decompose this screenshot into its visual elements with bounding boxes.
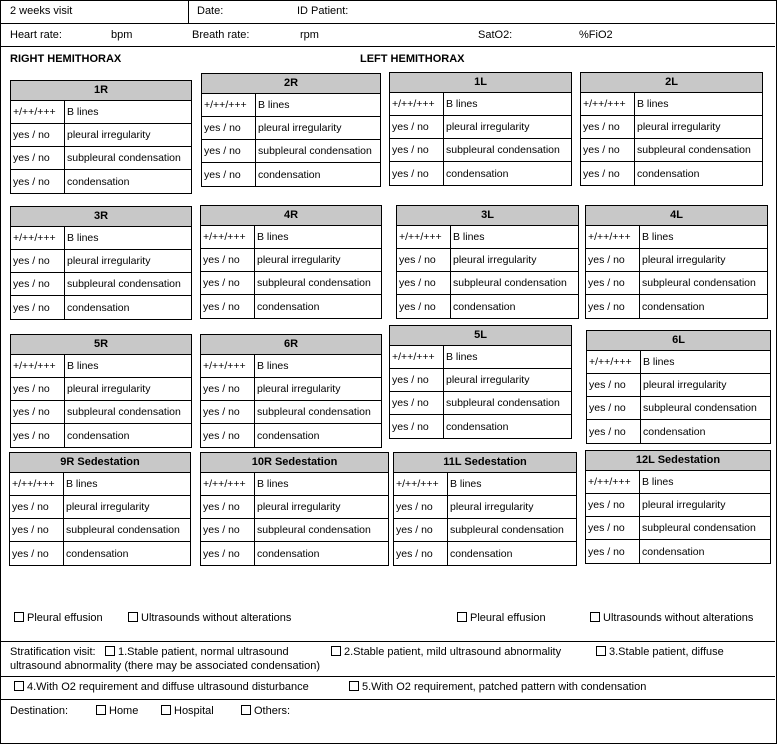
finding-label: B lines xyxy=(446,351,478,363)
zone-table xyxy=(10,80,192,194)
finding-label: subpleural condensation xyxy=(637,144,751,156)
answer-cell[interactable]: yes / no xyxy=(11,424,65,447)
zone-title: 2R xyxy=(202,74,380,94)
answer-cell[interactable]: yes / no xyxy=(11,250,65,272)
zone-title: 6R xyxy=(201,335,381,355)
answer-cell[interactable]: +/++/+++ xyxy=(586,471,640,493)
finding-label: subpleural condensation xyxy=(642,522,756,534)
answer-cell[interactable]: yes / no xyxy=(397,272,451,294)
finding-label: pleural irregularity xyxy=(643,379,727,391)
pleural-irregularity-row xyxy=(581,116,762,139)
checkbox-icon[interactable] xyxy=(590,612,600,622)
subpleural-condensation-row xyxy=(11,273,191,296)
answer-cell[interactable]: +/++/+++ xyxy=(201,226,255,248)
subpleural-condensation-row xyxy=(201,519,388,542)
subpleural-condensation-row xyxy=(11,401,191,424)
answer-cell[interactable]: +/++/+++ xyxy=(11,101,65,123)
finding-label: subpleural condensation xyxy=(67,406,181,418)
checkbox-icon[interactable] xyxy=(14,681,24,691)
option-label: Pleural effusion xyxy=(470,612,546,624)
answer-cell[interactable]: yes / no xyxy=(586,494,640,516)
answer-cell[interactable]: yes / no xyxy=(394,542,448,565)
blines-row xyxy=(581,93,762,116)
destination-others-option[interactable] xyxy=(241,704,290,718)
answer-cell[interactable]: yes / no xyxy=(11,170,65,193)
answer-cell[interactable]: yes / no xyxy=(11,401,65,423)
answer-cell[interactable]: +/++/+++ xyxy=(11,355,65,377)
finding-label: subpleural condensation xyxy=(446,397,560,409)
zone-title: 4R xyxy=(201,206,381,226)
answer-cell[interactable]: yes / no xyxy=(202,117,256,139)
patient-id-field[interactable]: ID Patient: xyxy=(297,5,349,17)
checkbox-icon[interactable] xyxy=(96,705,106,715)
finding-label: subpleural condensation xyxy=(257,524,371,536)
finding-label: condensation xyxy=(450,547,513,560)
zone-title: 3R xyxy=(11,207,191,227)
answer-cell[interactable]: yes / no xyxy=(586,517,640,539)
pleural-irregularity-row xyxy=(390,369,571,392)
finding-label: B lines xyxy=(637,98,669,110)
zone-title: 1R xyxy=(11,81,191,101)
zone-title: 11L Sedestation xyxy=(394,453,576,473)
finding-label: condensation xyxy=(258,168,321,181)
pleural-irregularity-row xyxy=(390,116,571,139)
zone-title: 10R Sedestation xyxy=(201,453,388,473)
pleural-irregularity-row xyxy=(11,250,191,273)
fio2-field[interactable]: %FiO2 xyxy=(579,29,613,41)
blines-row xyxy=(586,226,767,249)
zone-title: 12L Sedestation xyxy=(586,451,770,471)
subpleural-condensation-row xyxy=(201,272,381,295)
zone-table xyxy=(586,330,771,444)
pleural-irregularity-row xyxy=(11,378,191,401)
subpleural-condensation-row xyxy=(397,272,578,295)
breath-rate-unit: rpm xyxy=(300,29,319,41)
finding-label: condensation xyxy=(637,167,700,180)
answer-cell[interactable]: yes / no xyxy=(586,540,640,563)
pleural-irregularity-row xyxy=(201,496,388,519)
finding-label: B lines xyxy=(67,106,99,118)
zone-table xyxy=(10,206,192,320)
option-label: Hospital xyxy=(174,705,214,717)
zone-table xyxy=(585,205,768,319)
answer-cell[interactable]: yes / no xyxy=(581,162,635,185)
zone-title: 5L xyxy=(390,326,571,346)
answer-cell[interactable]: +/++/+++ xyxy=(201,473,255,495)
condensation-row xyxy=(390,415,571,438)
answer-cell[interactable]: yes / no xyxy=(201,249,255,271)
pleural-irregularity-row xyxy=(202,117,380,140)
divider xyxy=(0,641,775,642)
zone-table xyxy=(201,73,381,187)
answer-cell[interactable]: +/++/+++ xyxy=(587,351,641,373)
answer-cell[interactable]: yes / no xyxy=(201,519,255,541)
blines-row xyxy=(390,93,571,116)
heart-rate-unit: bpm xyxy=(111,29,133,41)
stratification-option-4[interactable] xyxy=(14,680,309,694)
zone-title: 3L xyxy=(397,206,578,226)
finding-label: pleural irregularity xyxy=(446,121,530,133)
pleural-irregularity-row xyxy=(587,374,770,397)
checkbox-icon[interactable] xyxy=(457,612,467,622)
finding-label: condensation xyxy=(446,420,509,433)
pleural-irregularity-row xyxy=(394,496,576,519)
zone-table xyxy=(200,205,382,319)
blines-row xyxy=(11,227,191,250)
checkbox-icon[interactable] xyxy=(128,612,138,622)
answer-cell[interactable]: yes / no xyxy=(586,249,640,271)
answer-cell[interactable]: +/++/+++ xyxy=(390,346,444,368)
condensation-row xyxy=(394,542,576,565)
answer-cell[interactable]: yes / no xyxy=(397,249,451,271)
finding-label: condensation xyxy=(257,547,320,560)
zone-title: 2L xyxy=(581,73,762,93)
pleural-irregularity-row xyxy=(201,378,381,401)
pleural-irregularity-row xyxy=(586,249,767,272)
answer-cell[interactable]: +/++/+++ xyxy=(10,473,64,495)
blines-row xyxy=(202,94,380,117)
finding-label: pleural irregularity xyxy=(67,129,151,141)
subpleural-condensation-row xyxy=(201,401,381,424)
finding-label: pleural irregularity xyxy=(66,501,150,513)
finding-label: subpleural condensation xyxy=(258,145,372,157)
answer-cell[interactable]: yes / no xyxy=(201,496,255,518)
blines-row xyxy=(11,355,191,378)
subpleural-condensation-row xyxy=(10,519,190,542)
finding-label: subpleural condensation xyxy=(257,277,371,289)
right-pleural-effusion-option[interactable] xyxy=(14,611,103,625)
finding-label: condensation xyxy=(257,429,320,442)
answer-cell[interactable]: yes / no xyxy=(11,124,65,146)
finding-label: B lines xyxy=(257,360,289,372)
finding-label: pleural irregularity xyxy=(258,122,342,134)
zone-title: 4L xyxy=(586,206,767,226)
finding-label: condensation xyxy=(642,545,705,558)
blines-row xyxy=(587,351,770,374)
stratification-option-1[interactable] xyxy=(105,645,289,659)
option-label: 3.Stable patient, diffuse xyxy=(609,646,724,658)
subpleural-condensation-row xyxy=(586,272,767,295)
finding-label: subpleural condensation xyxy=(67,278,181,290)
finding-label: B lines xyxy=(66,478,98,490)
answer-cell[interactable]: yes / no xyxy=(11,273,65,295)
destination-home-option[interactable] xyxy=(96,704,138,718)
answer-cell[interactable]: yes / no xyxy=(390,369,444,391)
finding-label: B lines xyxy=(453,231,485,243)
answer-cell[interactable]: +/++/+++ xyxy=(581,93,635,115)
answer-cell[interactable]: yes / no xyxy=(587,397,641,419)
divider xyxy=(188,0,189,23)
answer-cell[interactable]: yes / no xyxy=(390,139,444,161)
answer-cell[interactable]: +/++/+++ xyxy=(11,227,65,249)
finding-label: pleural irregularity xyxy=(637,121,721,133)
finding-label: B lines xyxy=(257,478,289,490)
finding-label: subpleural condensation xyxy=(450,524,564,536)
answer-cell[interactable]: yes / no xyxy=(201,272,255,294)
answer-cell[interactable]: yes / no xyxy=(202,140,256,162)
pleural-irregularity-row xyxy=(10,496,190,519)
subpleural-condensation-row xyxy=(390,392,571,415)
answer-cell[interactable]: +/++/+++ xyxy=(397,226,451,248)
condensation-row xyxy=(397,295,578,318)
divider xyxy=(0,676,775,677)
blines-row xyxy=(397,226,578,249)
divider xyxy=(0,699,775,700)
zone-table xyxy=(200,334,382,448)
finding-label: B lines xyxy=(642,231,674,243)
option-label: 4.With O2 requirement and diffuse ultrasound disturbance xyxy=(27,681,309,693)
answer-cell[interactable]: yes / no xyxy=(11,296,65,319)
blines-row xyxy=(201,355,381,378)
condensation-row xyxy=(11,424,191,447)
zone-title: 6L xyxy=(587,331,770,351)
finding-label: B lines xyxy=(258,99,290,111)
heart-rate-field[interactable]: Heart rate: xyxy=(10,29,62,41)
divider xyxy=(0,46,775,47)
option-label: 2.Stable patient, mild ultrasound abnormality xyxy=(344,646,562,658)
answer-cell[interactable]: yes / no xyxy=(11,147,65,169)
divider xyxy=(0,23,775,24)
answer-cell[interactable]: yes / no xyxy=(397,295,451,318)
breath-rate-field[interactable]: Breath rate: xyxy=(192,29,250,41)
finding-label: condensation xyxy=(643,425,706,438)
answer-cell[interactable]: yes / no xyxy=(390,392,444,414)
option-label: Ultrasounds without alterations xyxy=(141,612,292,624)
finding-label: pleural irregularity xyxy=(642,499,726,511)
right-hemithorax-heading: RIGHT HEMITHORAX xyxy=(10,53,122,65)
answer-cell[interactable]: yes / no xyxy=(390,116,444,138)
blines-row xyxy=(201,473,388,496)
zone-table xyxy=(10,334,192,448)
answer-cell[interactable]: yes / no xyxy=(10,496,64,518)
option-label: Home xyxy=(109,705,139,717)
answer-cell[interactable]: yes / no xyxy=(201,401,255,423)
finding-label: B lines xyxy=(67,232,99,244)
stratification-option-3[interactable] xyxy=(596,645,724,659)
condensation-row xyxy=(586,540,770,563)
answer-cell[interactable]: yes / no xyxy=(201,378,255,400)
subpleural-condensation-row xyxy=(587,397,770,420)
finding-label: condensation xyxy=(67,175,130,188)
condensation-row xyxy=(390,162,571,185)
subpleural-condensation-row xyxy=(581,139,762,162)
zone-title: 5R xyxy=(11,335,191,355)
subpleural-condensation-row xyxy=(390,139,571,162)
answer-cell[interactable]: yes / no xyxy=(390,415,444,438)
zone-table xyxy=(9,452,191,566)
finding-label: condensation xyxy=(257,300,320,313)
condensation-row xyxy=(202,163,380,186)
answer-cell[interactable]: +/++/+++ xyxy=(201,355,255,377)
zone-table xyxy=(389,72,572,186)
finding-label: pleural irregularity xyxy=(446,374,530,386)
zone-table xyxy=(580,72,763,186)
finding-label: condensation xyxy=(446,167,509,180)
visit-title: 2 weeks visit xyxy=(10,5,73,17)
pleural-irregularity-row xyxy=(201,249,381,272)
blines-row xyxy=(201,226,381,249)
finding-label: B lines xyxy=(642,476,674,488)
finding-label: subpleural condensation xyxy=(67,152,181,164)
finding-label: condensation xyxy=(66,547,129,560)
checkbox-icon[interactable] xyxy=(105,646,115,656)
subpleural-condensation-row xyxy=(586,517,770,540)
answer-cell[interactable]: +/++/+++ xyxy=(586,226,640,248)
finding-label: B lines xyxy=(450,478,482,490)
option-label: Others: xyxy=(254,705,291,717)
answer-cell[interactable]: yes / no xyxy=(201,295,255,318)
finding-label: subpleural condensation xyxy=(643,402,757,414)
answer-cell[interactable]: +/++/+++ xyxy=(202,94,256,116)
finding-label: B lines xyxy=(257,231,289,243)
answer-cell[interactable]: yes / no xyxy=(587,374,641,396)
pleural-irregularity-row xyxy=(11,124,191,147)
finding-label: B lines xyxy=(643,356,675,368)
answer-cell[interactable]: +/++/+++ xyxy=(390,93,444,115)
condensation-row xyxy=(10,542,190,565)
left-hemithorax-heading: LEFT HEMITHORAX xyxy=(360,53,465,65)
finding-label: pleural irregularity xyxy=(257,501,341,513)
answer-cell[interactable]: yes / no xyxy=(394,519,448,541)
zone-table xyxy=(585,450,771,564)
option-label: 1.Stable patient, normal ultrasound xyxy=(118,646,289,658)
stratification-label: Stratification visit: xyxy=(10,646,96,658)
finding-label: pleural irregularity xyxy=(453,254,537,266)
answer-cell[interactable]: yes / no xyxy=(201,424,255,447)
subpleural-condensation-row xyxy=(11,147,191,170)
sato2-field[interactable]: SatO2: xyxy=(478,29,513,41)
answer-cell[interactable]: yes / no xyxy=(581,139,635,161)
condensation-row xyxy=(201,295,381,318)
finding-label: pleural irregularity xyxy=(257,383,341,395)
finding-label: subpleural condensation xyxy=(642,277,756,289)
blines-row xyxy=(11,101,191,124)
answer-cell[interactable]: yes / no xyxy=(394,496,448,518)
blines-row xyxy=(394,473,576,496)
checkbox-icon[interactable] xyxy=(596,646,606,656)
checkbox-icon[interactable] xyxy=(241,705,251,715)
option-label: 5.With O2 requirement, patched pattern with condensation xyxy=(362,681,647,693)
finding-label: subpleural condensation xyxy=(453,277,567,289)
zone-table xyxy=(389,325,572,439)
finding-label: pleural irregularity xyxy=(67,383,151,395)
right-no-alterations-option[interactable] xyxy=(128,611,291,625)
blines-row xyxy=(10,473,190,496)
finding-label: subpleural condensation xyxy=(257,406,371,418)
zone-table xyxy=(396,205,579,319)
left-pleural-effusion-option[interactable] xyxy=(457,611,546,625)
subpleural-condensation-row xyxy=(202,140,380,163)
answer-cell[interactable]: yes / no xyxy=(581,116,635,138)
zone-title: 1L xyxy=(390,73,571,93)
zone-table xyxy=(200,452,389,566)
finding-label: pleural irregularity xyxy=(450,501,534,513)
condensation-row xyxy=(11,296,191,319)
date-field[interactable]: Date: xyxy=(197,5,224,17)
zone-table xyxy=(393,452,577,566)
answer-cell[interactable]: yes / no xyxy=(587,420,641,443)
answer-cell[interactable]: yes / no xyxy=(11,378,65,400)
destination-hospital-option[interactable] xyxy=(161,704,214,718)
condensation-row xyxy=(11,170,191,193)
blines-row xyxy=(586,471,770,494)
finding-label: condensation xyxy=(642,300,705,313)
subpleural-condensation-row xyxy=(394,519,576,542)
stratification-option-3-continued: ultrasound abnormality (there may be associated condensation) xyxy=(10,660,321,672)
answer-cell[interactable]: yes / no xyxy=(10,542,64,565)
answer-cell[interactable]: yes / no xyxy=(586,295,640,318)
finding-label: condensation xyxy=(67,301,130,314)
answer-cell[interactable]: yes / no xyxy=(202,163,256,186)
condensation-row xyxy=(586,295,767,318)
stratification-option-2[interactable] xyxy=(331,645,561,659)
left-no-alterations-option[interactable] xyxy=(590,611,753,625)
condensation-row xyxy=(201,424,381,447)
option-label: Pleural effusion xyxy=(27,612,103,624)
checkbox-icon[interactable] xyxy=(349,681,359,691)
finding-label: condensation xyxy=(67,429,130,442)
blines-row xyxy=(390,346,571,369)
finding-label: subpleural condensation xyxy=(446,144,560,156)
pleural-irregularity-row xyxy=(586,494,770,517)
checkbox-icon[interactable] xyxy=(331,646,341,656)
answer-cell[interactable]: yes / no xyxy=(390,162,444,185)
finding-label: B lines xyxy=(67,360,99,372)
option-label: Ultrasounds without alterations xyxy=(603,612,754,624)
condensation-row xyxy=(587,420,770,443)
condensation-row xyxy=(201,542,388,565)
answer-cell[interactable]: yes / no xyxy=(10,519,64,541)
destination-label: Destination: xyxy=(10,705,69,717)
finding-label: pleural irregularity xyxy=(642,254,726,266)
answer-cell[interactable]: yes / no xyxy=(201,542,255,565)
finding-label: condensation xyxy=(453,300,516,313)
finding-label: subpleural condensation xyxy=(66,524,180,536)
answer-cell[interactable]: yes / no xyxy=(586,272,640,294)
finding-label: pleural irregularity xyxy=(257,254,341,266)
finding-label: B lines xyxy=(446,98,478,110)
checkbox-icon[interactable] xyxy=(14,612,24,622)
zone-title: 9R Sedestation xyxy=(10,453,190,473)
pleural-irregularity-row xyxy=(397,249,578,272)
condensation-row xyxy=(581,162,762,185)
finding-label: pleural irregularity xyxy=(67,255,151,267)
checkbox-icon[interactable] xyxy=(161,705,171,715)
stratification-option-5[interactable] xyxy=(349,680,646,694)
answer-cell[interactable]: +/++/+++ xyxy=(394,473,448,495)
